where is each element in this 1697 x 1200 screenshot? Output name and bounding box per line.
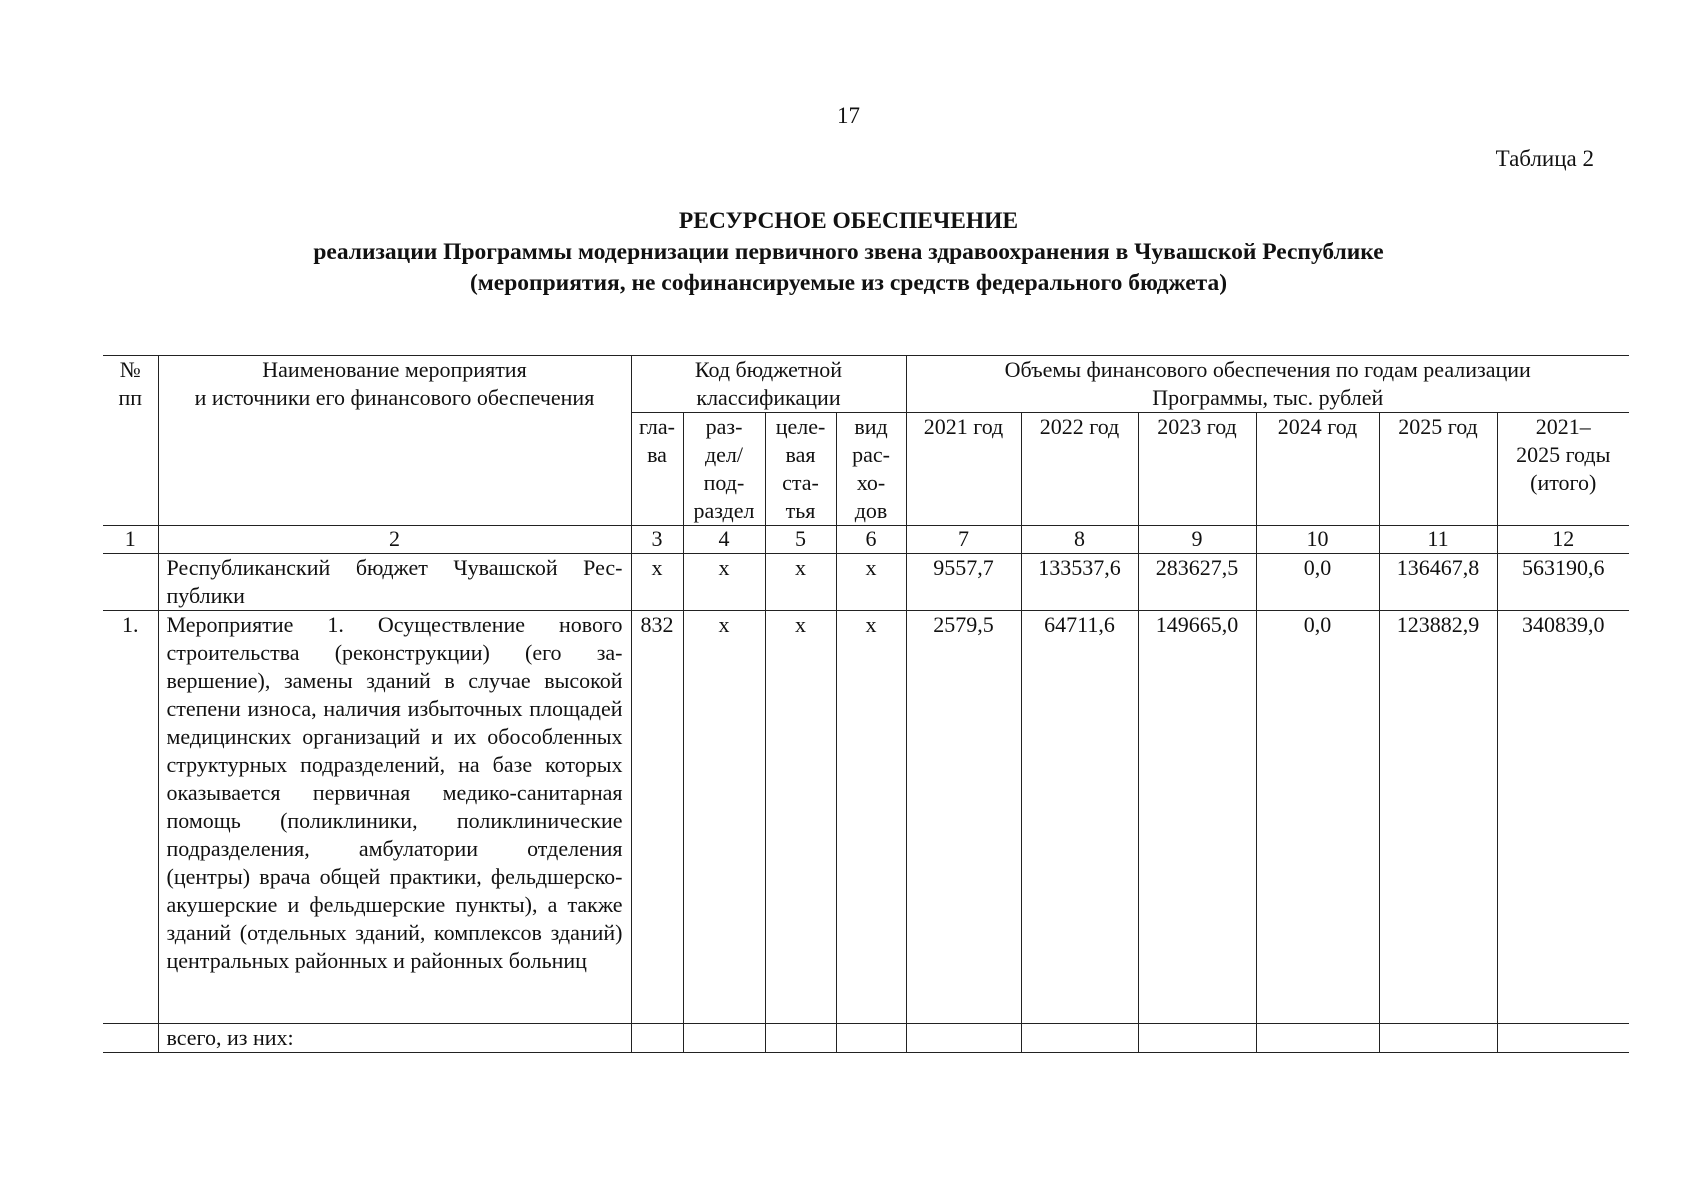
header-year-2022 (1021, 413, 1138, 526)
row-num: 1. (103, 611, 158, 1024)
table-label: Таблица 2 (1495, 146, 1594, 171)
table-row (103, 554, 1629, 611)
header-razdel-line-2: дел/ (704, 442, 744, 467)
header-statya (765, 413, 836, 526)
row-total (1497, 1024, 1629, 1053)
page-number: 17 (837, 103, 860, 128)
table-row (103, 1024, 1629, 1053)
header-row-groups (103, 356, 1629, 413)
col-index-cell: 3 (631, 526, 683, 554)
header-razdel (683, 413, 765, 526)
header-year-2023-label: 2023 год (1157, 414, 1237, 439)
row-2024: 0,0 (1256, 611, 1379, 1024)
row-glava: 832 (631, 611, 683, 1024)
row-total: 340839,0 (1497, 611, 1629, 1024)
header-num (103, 356, 158, 526)
col-index-cell: 9 (1138, 526, 1256, 554)
header-razdel-line-4: раздел (693, 498, 755, 523)
header-year-2022-label: 2022 год (1039, 414, 1120, 439)
header-total-line-1: 2021– (1535, 414, 1591, 439)
row-2025: 123882,9 (1379, 611, 1497, 1024)
row-razdel: х (683, 611, 765, 1024)
row-2024: 0,0 (1256, 554, 1379, 611)
header-year-2024 (1256, 413, 1379, 526)
col-index-cell: 8 (1021, 526, 1138, 554)
header-year-2025 (1379, 413, 1497, 526)
column-index-row (103, 526, 1629, 554)
header-vid-line-1: вид (854, 414, 888, 439)
header-total (1497, 413, 1629, 526)
header-name-line-2: и источники его финансового обеспечения (194, 385, 595, 410)
row-statya: х (765, 611, 836, 1024)
col-index-cell: 2 (158, 526, 631, 554)
row-name: Мероприятие 1. Осуществление нового строительства (реконструкции) (его завершение), замены зданий в случае высокой степени износа, наличия избыточных площадей медицинских организаций и их обособленных структурных подразделений, на базе которых оказывается первичная медико-санитарная помощь (поликлиники, поликлинические подразделения, амбулатории отделения (центры) врача общей практики, фельдшерско-акушерские и фельдшерские пункты), а также зданий (отдельных зданий, комплексов зданий) центральных районных и районных больниц (158, 611, 631, 1024)
header-year-2025-label: 2025 год (1398, 414, 1478, 439)
row-2024 (1256, 1024, 1379, 1053)
header-statya-line-4: тья (785, 498, 816, 523)
header-statya-line-3: ста- (782, 470, 819, 495)
header-vid-line-3: хо- (856, 470, 886, 495)
header-code-line-2: классификации (696, 385, 841, 410)
resource-table (103, 355, 1629, 1053)
row-vid (836, 1024, 906, 1053)
row-razdel: х (683, 554, 765, 611)
row-vid: х (836, 611, 906, 1024)
row-2021: 9557,7 (906, 554, 1021, 611)
row-2022 (1021, 1024, 1138, 1053)
col-index-cell: 7 (906, 526, 1021, 554)
row-statya (765, 1024, 836, 1053)
row-statya: х (765, 554, 836, 611)
table-row (103, 611, 1629, 1024)
header-year-2021 (906, 413, 1021, 526)
row-vid: х (836, 554, 906, 611)
header-num-line-1: № (119, 357, 141, 382)
row-name: всего, из них: (158, 1024, 631, 1053)
header-glava-line-1: гла- (639, 414, 675, 439)
header-statya-line-2: вая (785, 442, 816, 467)
col-index-cell: 6 (836, 526, 906, 554)
row-name: Республиканский бюджет Чувашской Республики (158, 554, 631, 611)
col-index-cell: 4 (683, 526, 765, 554)
row-num (103, 1024, 158, 1053)
header-total-line-2: 2025 годы (1516, 442, 1611, 467)
header-year-2024-label: 2024 год (1277, 414, 1358, 439)
col-index-cell: 1 (103, 526, 158, 554)
row-2023: 149665,0 (1138, 611, 1256, 1024)
row-2023: 283627,5 (1138, 554, 1256, 611)
header-num-line-2: пп (118, 385, 143, 410)
header-code-line-1: Код бюджетной (694, 357, 843, 382)
row-2022: 64711,6 (1021, 611, 1138, 1024)
row-2025: 136467,8 (1379, 554, 1497, 611)
header-vid (836, 413, 906, 526)
header-glava (631, 413, 683, 526)
row-2021 (906, 1024, 1021, 1053)
row-glava (631, 1024, 683, 1053)
col-index-cell: 12 (1497, 526, 1629, 554)
header-year-2023 (1138, 413, 1256, 526)
row-2022: 133537,6 (1021, 554, 1138, 611)
document-title (0, 206, 1697, 299)
header-year-2021-label: 2021 год (923, 414, 1004, 439)
title-line-3: (мероприятия, не софинансируемые из средств федерального бюджета) (469, 270, 1228, 296)
header-total-line-3: (итого) (1530, 470, 1597, 495)
row-num (103, 554, 158, 611)
header-vid-line-2: рас- (852, 442, 890, 467)
row-razdel (683, 1024, 765, 1053)
title-line-2: реализации Программы модернизации первичного звена здравоохранения в Чувашской Республике (313, 239, 1384, 265)
header-name (158, 356, 631, 526)
header-name-line-1: Наименование мероприятия (262, 357, 527, 382)
header-razdel-line-1: раз- (705, 414, 743, 439)
header-volume-line-1: Объемы финансового обеспечения по годам реализации (1004, 357, 1531, 382)
row-2021: 2579,5 (906, 611, 1021, 1024)
header-glava-line-2: ва (647, 442, 667, 467)
header-volume-line-2: Программы, тыс. рублей (1152, 385, 1384, 410)
col-index-cell: 10 (1256, 526, 1379, 554)
title-line-1: РЕСУРСНОЕ ОБЕСПЕЧЕНИЕ (678, 208, 1019, 234)
row-glava: х (631, 554, 683, 611)
header-razdel-line-3: под- (703, 470, 745, 495)
col-index-cell: 5 (765, 526, 836, 554)
header-vid-line-4: дов (854, 498, 888, 523)
row-2023 (1138, 1024, 1256, 1053)
col-index-cell: 11 (1379, 526, 1497, 554)
row-2025 (1379, 1024, 1497, 1053)
header-volume-group (906, 356, 1629, 413)
row-total: 563190,6 (1497, 554, 1629, 611)
header-statya-line-1: целе- (775, 414, 826, 439)
header-code-group (631, 356, 906, 413)
